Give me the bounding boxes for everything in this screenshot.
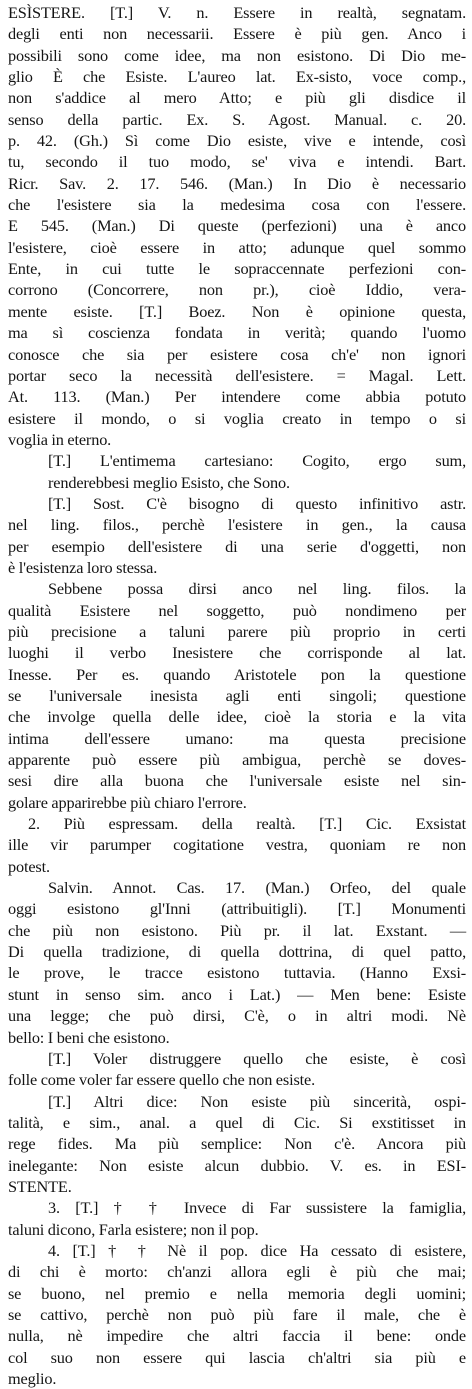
entry-text-line: intima dell'essere umano: ma questa precisione — [8, 728, 466, 748]
entry-text-line: voglia in eterno. — [8, 429, 112, 449]
entry-text-line: una legge; che può dirsi, C'è, o in altri modi. Nè — [8, 1006, 466, 1026]
entry-text-line: le prove, le tracce esistono tuttavia. (Hanno Exsi- — [8, 963, 466, 983]
entry-text-line: luoghi il verbo Inesistere che corrisponde al lat. — [8, 643, 466, 663]
entry-text-line: STENTE. — [8, 1176, 72, 1196]
entry-text-line: degli enti non necessarii. Essere è più gen. Anco i — [8, 24, 466, 44]
entry-text-line: qualità Esistere nel soggetto, può nondimeno per — [8, 600, 466, 620]
entry-text-line: [T.] Sost. C'è bisogno di questo infinitivo astr. — [48, 493, 466, 513]
entry-text-line: ma sì coscienza fondata in verità; quando l'uomo — [8, 323, 466, 343]
entry-text-line: taluni dicono, Farla esistere; non il pop. — [8, 1219, 259, 1239]
entry-text-line: portar seco la necessità dell'esistere. = Magal. Lett. — [8, 365, 466, 385]
entry-text-line: Sebbene possa dirsi anco nel ling. filos. la — [48, 579, 466, 599]
entry-text-line: corrono (Concorrere, non pr.), cioè Iddio, vera- — [8, 280, 466, 300]
entry-text-line: più precisione a taluni parere più proprio in certi — [8, 621, 466, 641]
entry-text-line: stunt in senso sim. anco i Lat.) — Men bene: Esiste — [8, 984, 466, 1004]
entry-text-line: mente esiste. [T.] Boez. Non è opinione questa, — [8, 301, 466, 321]
entry-text-line: per esempio dell'esistere di una serie d'oggetti, non — [8, 536, 466, 556]
entry-text-line: Salvin. Annot. Cas. 17. (Man.) Orfeo, del quale — [48, 878, 466, 898]
entry-text-line: senso della partic. Ex. S. Agost. Manual. c. 20. — [8, 109, 466, 129]
entry-text-line: tu, secondo il tuo modo, se' viva e intendi. Bart. — [8, 152, 466, 172]
entry-text-line: potest. — [8, 856, 50, 876]
entry-text-line: 3. [T.] † † Invece di Far sussistere la famiglia, — [48, 1198, 466, 1218]
entry-text-line: possibili sono come idee, ma non esistono. Di Dio me- — [8, 45, 466, 65]
entry-text-line: Di quella tradizione, di quella dottrina, di quel patto, — [8, 942, 466, 962]
entry-text-line: col suo non essere qui lascia ch'altri sia più e — [8, 1347, 466, 1367]
entry-text-line: è l'esistenza loro stessa. — [8, 557, 158, 577]
entry-text-line: se cattivo, perchè non può più fare il male, che è — [8, 1304, 466, 1324]
entry-text-line: [T.] L'entimema cartesiano: Cogito, ergo sum, — [48, 451, 466, 471]
entry-text-line: che più non esistono. Più pr. il lat. Exstant. — — [8, 920, 466, 940]
entry-text-line: se buono, nel premio e nella memoria degli uomini; — [8, 1283, 466, 1303]
entry-text-line: Ricr. Sav. 2. 17. 546. (Man.) In Dio è necessario — [8, 173, 466, 193]
entry-text-line: ille vir parumper cogitatione vestra, quoniam re non — [8, 835, 466, 855]
entry-text-line: bello: I beni che esistono. — [8, 1027, 170, 1047]
entry-text-line: renderebbesi meglio Esisto, che Sono. — [48, 472, 290, 492]
entry-text-line: rege fides. Ma più semplice: Non c'è. Ancora più — [8, 1134, 466, 1154]
entry-text-line: talità, e sim., anal. a quel di Cic. Si exstitisset in — [8, 1112, 466, 1132]
entry-text-line: non s'addice al mero Atto; e più gli disdice il — [8, 88, 466, 108]
entry-text-line: At. 113. (Man.) Per intendere come abbia potuto — [8, 387, 466, 407]
entry-text-line: 2. Più espressam. della realtà. [T.] Cic. Exsistat — [28, 814, 466, 834]
entry-text-line: 4. [T.] † † Nè il pop. dice Ha cessato di esistere, — [48, 1240, 466, 1260]
entry-text-line: esistere il mondo, o si voglia creato in tempo o si — [8, 408, 466, 428]
entry-text-line: nulla, nè impedire che altri faccia il bene: onde — [8, 1326, 466, 1346]
entry-text-line: folle come voler far essere quello che non esiste. — [8, 1070, 316, 1090]
entry-text-line: nel ling. filos., perchè l'esistere in gen., la causa — [8, 515, 466, 535]
entry-text-line: meglio. — [8, 1369, 57, 1388]
entry-text-line: conosce che sia per esistere cosa ch'e' non ignori — [8, 344, 466, 364]
entry-text-line: glio È che Esiste. L'aureo lat. Ex-sisto, voce comp., — [8, 67, 466, 87]
entry-headword-line: ESÌSTERE. [T.] V. n. Essere in realtà, segnatam. — [8, 3, 466, 22]
entry-text-line: inelegante: Non esiste alcun dubbio. V. es. in ESI- — [8, 1155, 466, 1175]
entry-text-line: l'esistere, cioè essere in atto; adunque quel sommo — [8, 237, 466, 257]
entry-text-line: Inesse. Per es. quando Aristotele pon la questione — [8, 664, 466, 684]
entry-text-line: se l'universale inesista agli enti singoli; questione — [8, 686, 466, 705]
entry-text-line: E 545. (Man.) Di queste (perfezioni) una è anco — [8, 216, 466, 236]
entry-text-line: che involge quella delle idee, cioè la storia e la vita — [8, 707, 466, 727]
entry-text-line: golare apparirebbe più chiaro l'errore. — [8, 792, 247, 812]
entry-text-line: oggi esistono gl'Inni (attribuitigli). [T.] Monumenti — [8, 899, 466, 919]
entry-text-line: di chi è morto: ch'anzi allora egli è più che mai; — [8, 1262, 466, 1282]
entry-text-line: che l'esistere sia la medesima cosa con l'essere. — [8, 195, 466, 215]
entry-text-line: sesi dire alla buona che l'universale esiste nel sin- — [8, 771, 466, 791]
entry-text-line: p. 42. (Gh.) Sì come Dio esiste, vive e intende, così — [8, 131, 466, 151]
entry-text-line: apparente può essere più ambigua, perchè se doves- — [8, 750, 466, 770]
entry-text-line: Ente, in cui tutte le sopraccennate perfezioni con- — [8, 259, 466, 279]
entry-text-line: [T.] Altri dice: Non esiste più sincerità, ospi- — [48, 1091, 466, 1111]
entry-text-line: [T.] Voler distruggere quello che esiste, è così — [48, 1048, 466, 1068]
